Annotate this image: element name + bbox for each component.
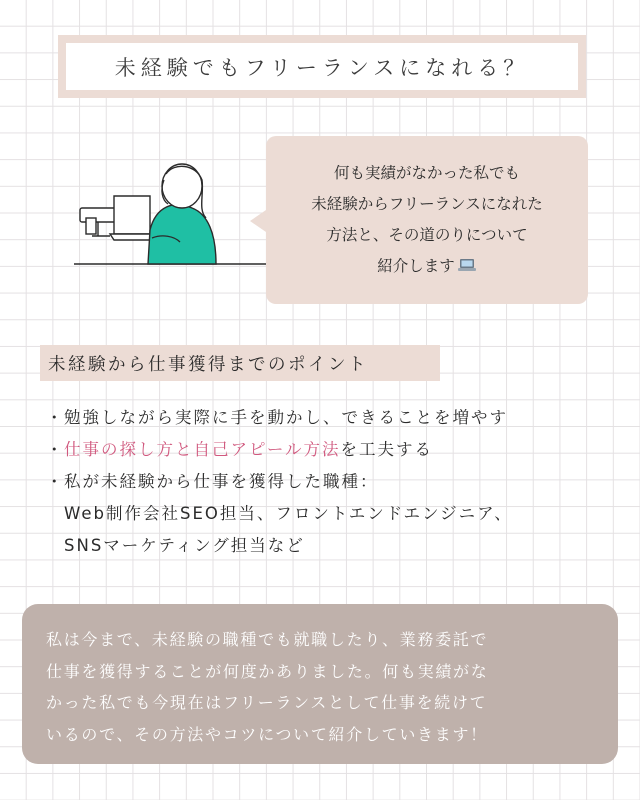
bubble-line-last <box>311 251 542 282</box>
intro-line: 私は今まで、未経験の職種でも就職したり、業務委託で <box>46 630 489 649</box>
intro-line: かった私でも今現在はフリーランスとして仕事を続けて <box>46 693 488 712</box>
point-text-rest: を工夫する <box>340 440 434 459</box>
bullet: ・ <box>46 472 65 491</box>
woman-figure <box>148 164 216 264</box>
job-types-line: SNSマーケティング担当など <box>64 536 305 555</box>
bubble-line: 方法と、その道のりについて <box>326 226 528 244</box>
list-item <box>46 434 626 466</box>
point-text: 勉強しながら実際に手を動かし、できることを増やす <box>64 408 508 427</box>
job-types-line: Web制作会社SEO担当、フロントエンドエンジニア、 <box>64 504 513 523</box>
intro-panel <box>22 604 618 764</box>
page-title: 未経験でもフリーランスになれる？ <box>66 43 578 90</box>
bubble-line: 何も実績がなかった私でも <box>333 164 520 182</box>
highlight-text: 仕事の探し方と自己アピール方法 <box>64 440 341 459</box>
bubble-line: 未経験からフリーランスになれた <box>311 195 543 213</box>
laptop-icon <box>457 258 477 272</box>
bubble-line-text: 紹介します <box>377 257 455 275</box>
list-item <box>46 466 626 562</box>
title-banner <box>58 35 586 98</box>
point-text <box>64 434 626 466</box>
intro-line: 仕事を獲得することが何度かありました。何も実績がな <box>46 661 489 681</box>
bullet: ・ <box>46 440 65 459</box>
woman-at-laptop-illustration <box>70 160 270 270</box>
intro-line: いるので、その方法やコツについて紹介していきます！ <box>46 724 488 744</box>
speech-bubble <box>266 136 588 304</box>
desk-lamp-icon <box>80 208 116 236</box>
section-heading: 未経験から仕事獲得までのポイント <box>40 345 440 381</box>
bullet: ・ <box>46 408 65 427</box>
speech-bubble-text <box>311 158 542 282</box>
points-list <box>46 402 626 562</box>
list-item <box>46 402 626 434</box>
point-text: 私が未経験から仕事を獲得した職種： <box>64 472 379 491</box>
